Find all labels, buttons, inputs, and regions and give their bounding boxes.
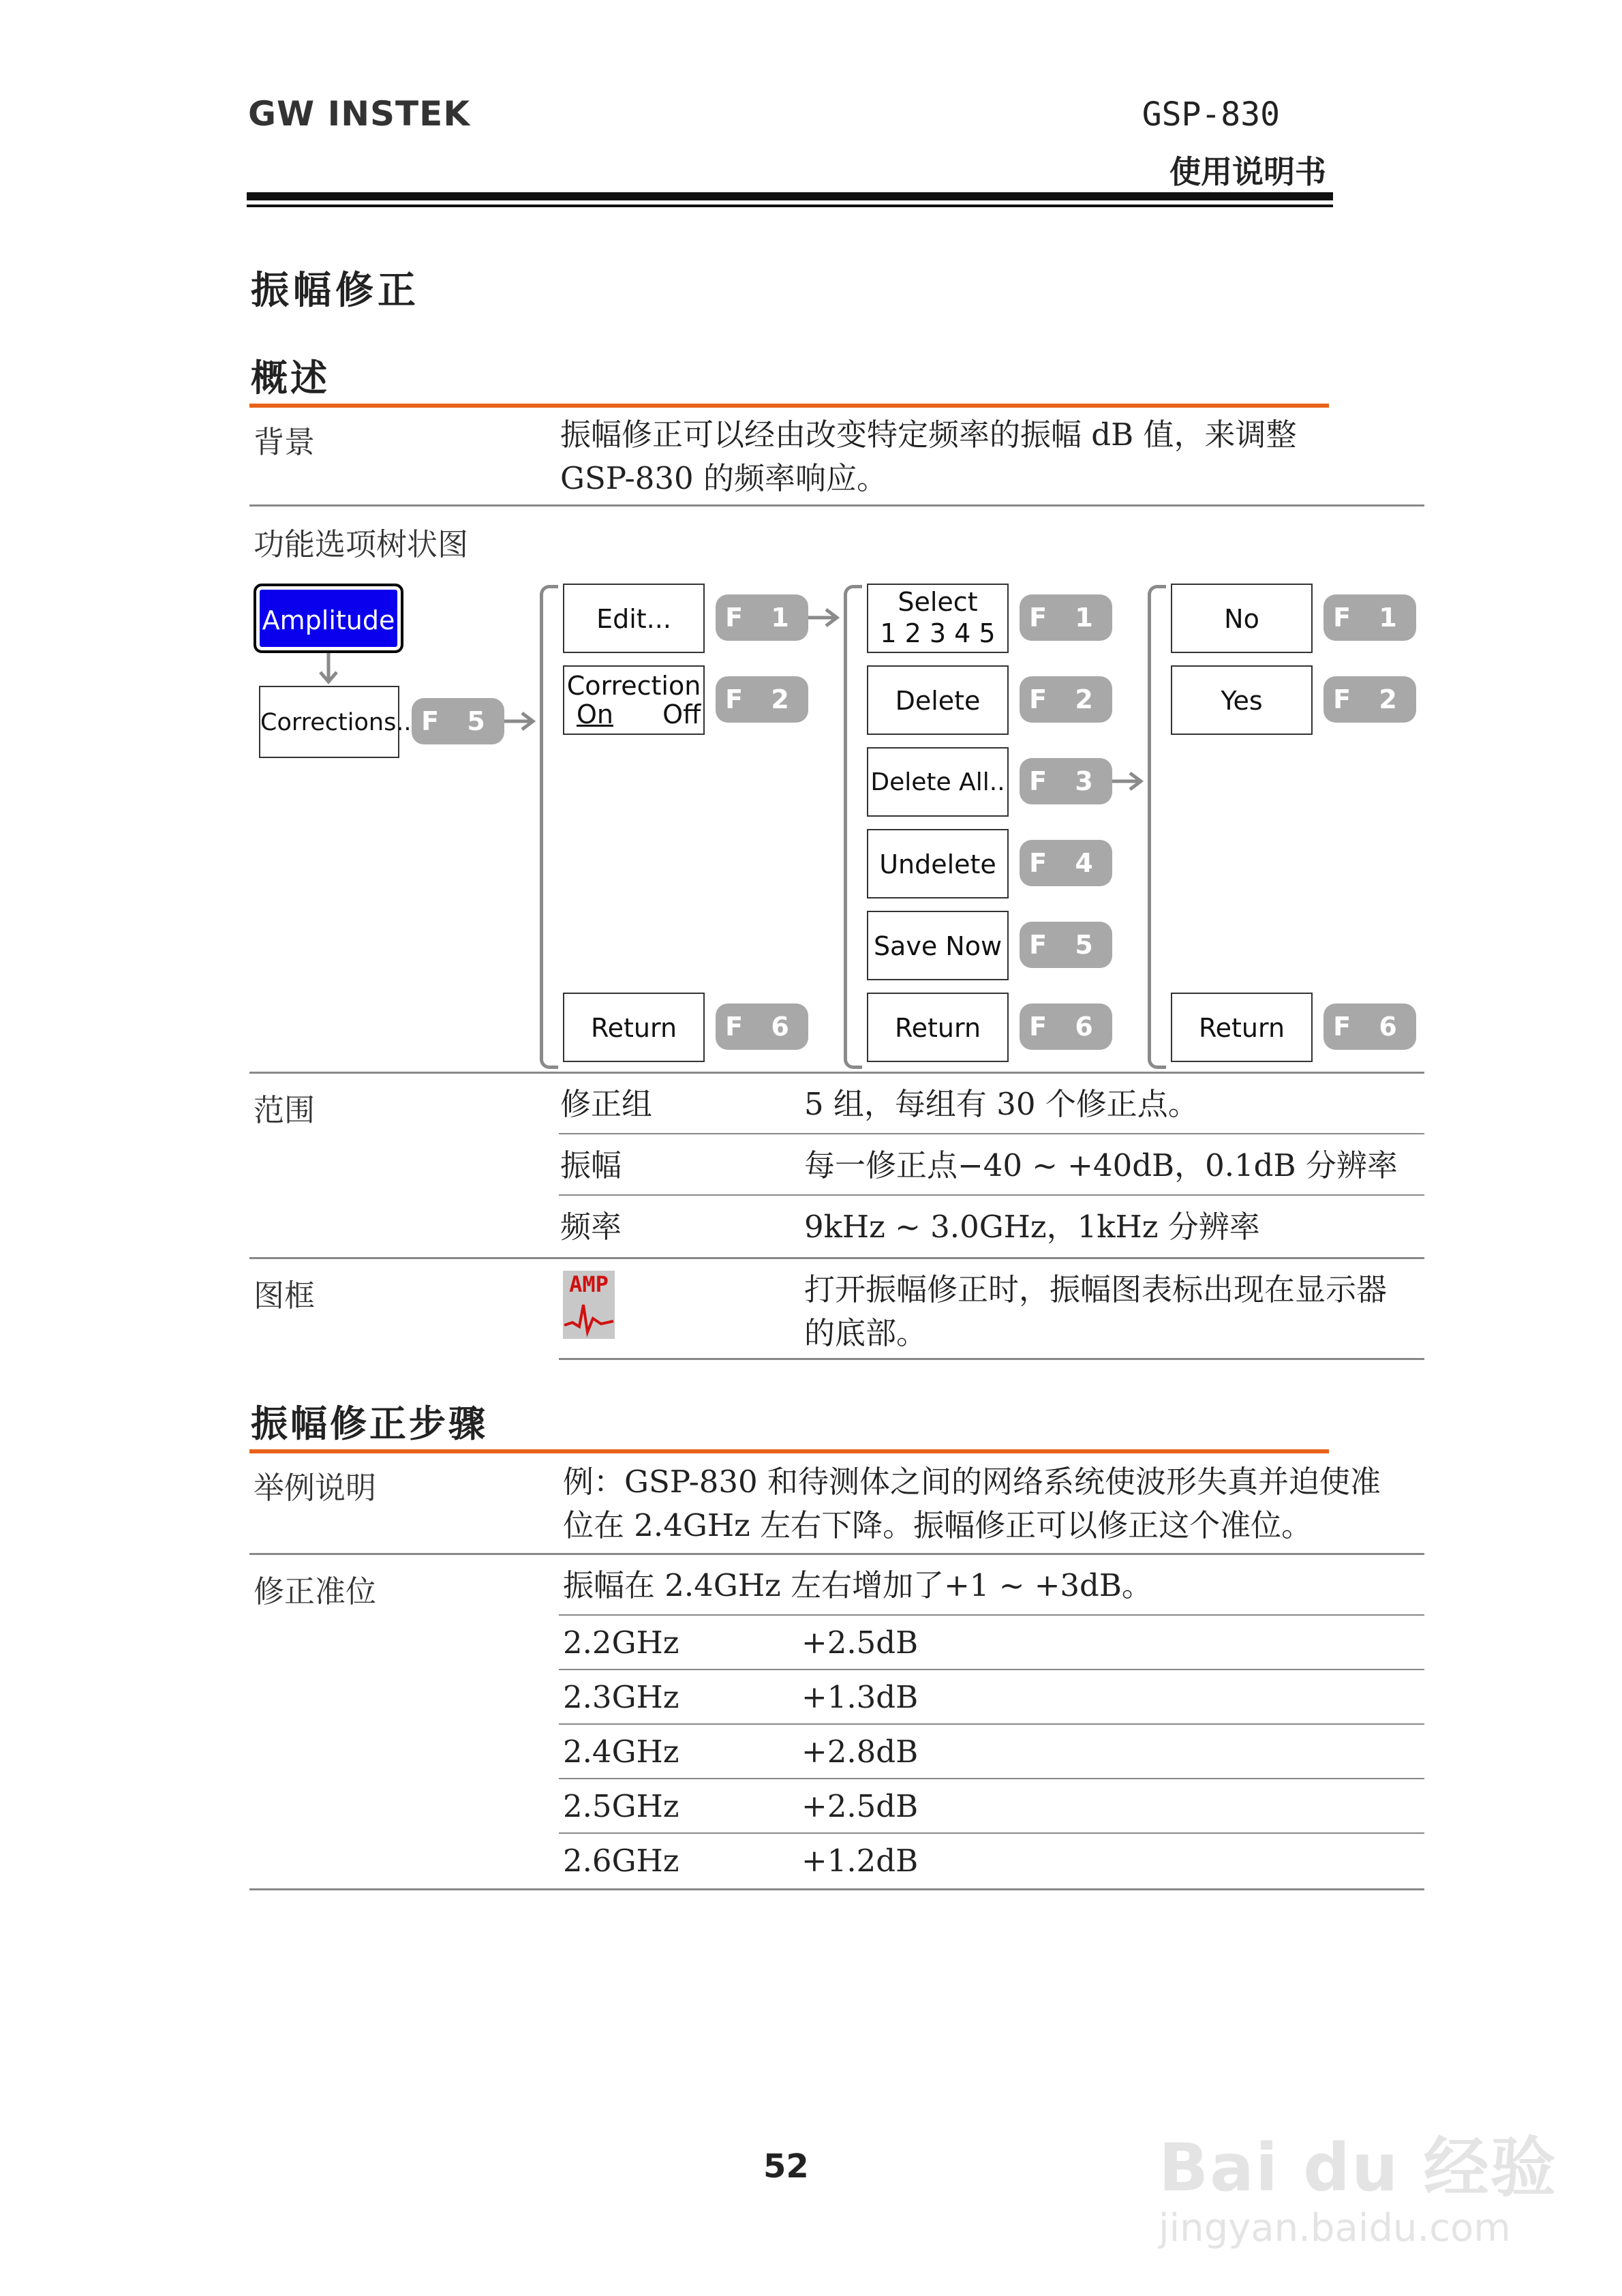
section-heading-overview: 概述 (251, 357, 330, 399)
row-divider (559, 1194, 1424, 1196)
example-label: 举例说明 (254, 1470, 377, 1506)
row-divider (559, 1778, 1424, 1779)
delete-button[interactable]: Delete (867, 665, 1009, 735)
return-button[interactable]: Return (1171, 993, 1313, 1062)
delete-all-button[interactable]: Delete All.. (867, 747, 1009, 817)
row-divider (249, 1553, 1424, 1555)
row-divider (559, 1832, 1424, 1834)
watermark-url: jingyan.baidu.com (1159, 2206, 1511, 2250)
fkey-f6[interactable]: F 6 (1020, 1003, 1112, 1050)
undelete-button[interactable]: Undelete (867, 829, 1009, 898)
section-rule (249, 1449, 1329, 1453)
toggle-off: Off (662, 699, 701, 729)
brand-logo: GW INSTEK (248, 94, 471, 134)
fkey-f1[interactable]: F 1 (1020, 594, 1112, 641)
calib-intro: 振幅在 2.4GHz 左右增加了+1 ~ +3dB。 (563, 1567, 1152, 1603)
range-name: 频率 (560, 1209, 622, 1245)
background-label: 背景 (254, 424, 316, 460)
row-divider (249, 1257, 1424, 1259)
calib-freq: 2.2GHz (563, 1625, 679, 1661)
fkey-f4[interactable]: F 4 (1020, 840, 1112, 886)
calib-freq: 2.4GHz (563, 1734, 679, 1770)
row-divider (559, 1614, 1424, 1616)
tree-label: 功能选项树状图 (254, 526, 469, 562)
icon-row-label: 图框 (254, 1278, 316, 1314)
fkey-f1[interactable]: F 1 (1323, 594, 1416, 641)
row-divider (249, 1888, 1424, 1890)
manual-title: 使用说明书 (1169, 153, 1326, 190)
select-numbers: 1 2 3 4 5 (880, 618, 996, 648)
range-value: 每一修正点−40 ~ +40dB，0.1dB 分辨率 (804, 1147, 1398, 1183)
row-divider (559, 1669, 1424, 1670)
select-label: Select (898, 587, 978, 617)
fkey-f2[interactable]: F 2 (1020, 676, 1112, 723)
model-number: GSP-830 (1142, 95, 1280, 134)
watermark-brand: Bai du 经验 (1159, 2130, 1557, 2206)
fkey-f5[interactable]: F 5 (412, 698, 504, 744)
calib-value: +1.2dB (801, 1843, 919, 1879)
return-button[interactable]: Return (563, 993, 705, 1062)
corrections-button[interactable]: Corrections.. (259, 686, 399, 758)
calib-value: +2.8dB (801, 1734, 919, 1770)
fkey-f1[interactable]: F 1 (716, 594, 808, 641)
save-now-button[interactable]: Save Now (867, 911, 1009, 980)
page-number: 52 (763, 2147, 809, 2186)
fkey-f2[interactable]: F 2 (716, 676, 808, 723)
icon-row-text-line1: 打开振幅修正时，振幅图表标出现在显示器 (804, 1271, 1388, 1308)
fkey-f6[interactable]: F 6 (1323, 1003, 1416, 1050)
background-text-line2: GSP-830 的频率响应。 (560, 460, 887, 496)
calib-value: +1.3dB (801, 1679, 919, 1715)
background-text-line1: 振幅修正可以经由改变特定频率的振幅 dB 值，来调整 (560, 417, 1297, 453)
correction-toggle-label: Correction (566, 671, 701, 701)
example-text-line2: 位在 2.4GHz 左右下降。振幅修正可以修正这个准位。 (563, 1507, 1313, 1543)
waveform-icon (563, 1298, 615, 1339)
range-name: 振幅 (560, 1147, 622, 1183)
page-title: 振幅修正 (251, 269, 420, 313)
fkey-f5[interactable]: F 5 (1020, 922, 1112, 968)
section-heading-steps: 振幅修正步骤 (251, 1402, 488, 1445)
calib-freq: 2.3GHz (563, 1679, 679, 1715)
fkey-f3[interactable]: F 3 (1020, 758, 1112, 804)
fkey-f6[interactable]: F 6 (716, 1003, 808, 1050)
calib-freq: 2.5GHz (563, 1788, 679, 1824)
icon-row-text-line2: 的底部。 (804, 1315, 928, 1351)
row-divider (559, 1723, 1424, 1725)
range-value: 9kHz ~ 3.0GHz，1kHz 分辨率 (804, 1209, 1260, 1245)
no-button[interactable]: No (1171, 584, 1313, 653)
edit-button[interactable]: Edit... (563, 584, 705, 653)
amp-icon-text: AMP (563, 1271, 615, 1298)
range-name: 修正组 (560, 1086, 653, 1122)
row-divider (249, 1072, 1424, 1074)
fkey-f2[interactable]: F 2 (1323, 676, 1416, 723)
range-label: 范围 (254, 1092, 316, 1128)
calib-value: +2.5dB (801, 1625, 919, 1661)
calib-freq: 2.6GHz (563, 1843, 679, 1879)
calib-value: +2.5dB (801, 1788, 919, 1824)
yes-button[interactable]: Yes (1171, 665, 1313, 735)
amp-icon (563, 1271, 615, 1342)
example-text-line1: 例：GSP-830 和待测体之间的网络系统使波形失真并迫使准 (563, 1464, 1381, 1500)
return-button[interactable]: Return (867, 993, 1009, 1062)
toggle-on: On (577, 699, 613, 729)
range-value: 5 组，每组有 30 个修正点。 (804, 1086, 1199, 1122)
row-divider (559, 1133, 1424, 1134)
calib-label: 修正准位 (254, 1573, 377, 1610)
amplitude-button[interactable]: Amplitude (254, 584, 403, 653)
row-divider (559, 1358, 1424, 1360)
